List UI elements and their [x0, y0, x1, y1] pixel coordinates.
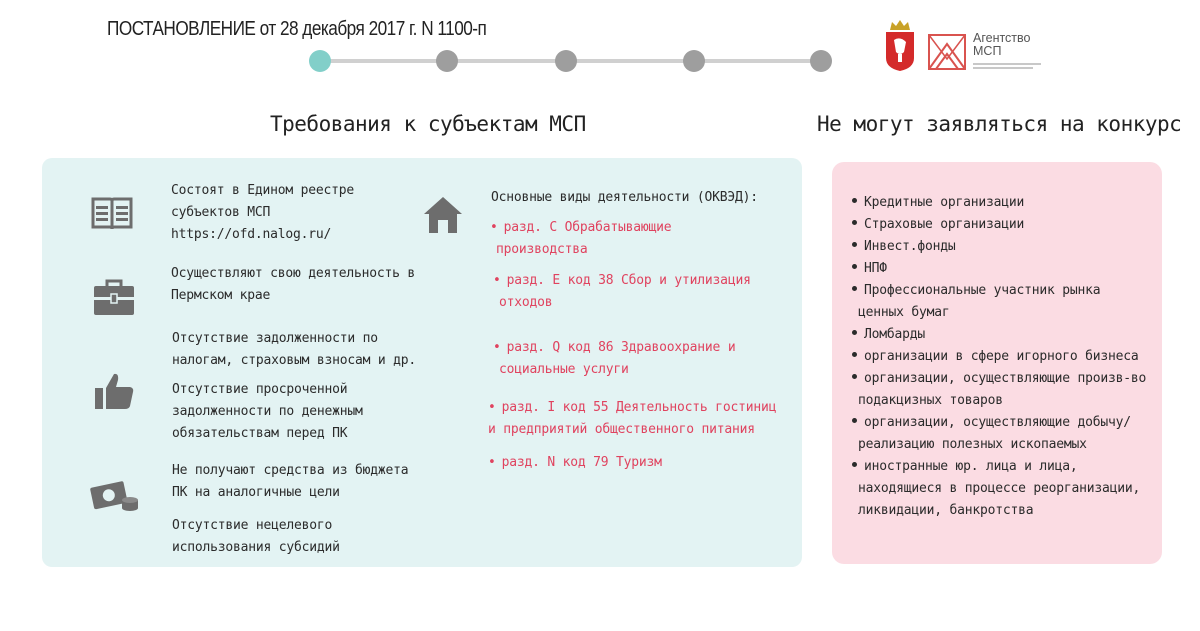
agency-fine-print	[973, 62, 1043, 70]
bullet-icon	[852, 462, 857, 467]
perm-coat-of-arms-logo	[884, 18, 916, 72]
okved-line: социальные услуги	[499, 362, 629, 377]
okved-item	[488, 397, 776, 441]
okved-line: разд. E код 38 Сбор и утилизация	[506, 273, 751, 288]
excluded-item	[852, 324, 1152, 346]
requirements-heading: Требования к субъектам МСП	[270, 112, 586, 136]
agency-name-line1: Агентство	[973, 31, 1031, 45]
bullet-icon	[852, 352, 857, 357]
excluded-line: иностранные юр. лица и лица,	[864, 459, 1078, 474]
requirement-region	[171, 263, 415, 307]
excluded-line: организации в сфере игорного бизнеса	[864, 349, 1139, 364]
bullet-icon: •	[488, 455, 496, 470]
excluded-line: ценных бумаг	[858, 305, 950, 320]
bullet-icon	[852, 330, 857, 335]
bullet-icon: •	[493, 340, 501, 355]
okved-item	[493, 270, 751, 314]
book-icon	[91, 196, 133, 232]
bullet-icon	[852, 198, 857, 203]
timeline-step-5[interactable]	[810, 50, 832, 72]
agency-name	[973, 32, 1031, 58]
okved-line: разд. С Обрабатывающие	[503, 220, 672, 235]
bullet-icon	[852, 220, 857, 225]
excluded-list	[852, 192, 1152, 522]
bullet-icon: •	[490, 220, 498, 235]
okved-line: разд. Q код 86 Здравоохрание и	[506, 340, 736, 355]
requirement-line: Отсутствие задолженности по	[172, 331, 378, 346]
excluded-item	[852, 456, 1152, 522]
bullet-icon	[852, 374, 857, 379]
excluded-line: реализацию полезных ископаемых	[858, 437, 1087, 452]
okved-title: Основные виды деятельности (ОКВЭД):	[491, 190, 758, 205]
okved-line: отходов	[499, 295, 553, 310]
requirement-no-overdue-debt	[172, 379, 363, 445]
requirement-line: ПК на аналогичные цели	[172, 485, 340, 500]
requirement-line: использования субсидий	[172, 540, 340, 555]
bullet-icon	[852, 242, 857, 247]
excluded-item	[852, 346, 1152, 368]
okved-item	[490, 217, 671, 261]
requirement-line: Пермском крае	[171, 288, 271, 303]
excluded-item	[852, 258, 1152, 280]
requirement-subsidy-use	[172, 515, 340, 559]
excluded-item	[852, 280, 1152, 324]
excluded-line: организации, осуществляющие произв-во	[864, 371, 1147, 386]
money-icon	[90, 478, 140, 514]
excluded-line: Страховые организации	[864, 217, 1025, 232]
excluded-item	[852, 214, 1152, 236]
bullet-icon	[852, 264, 857, 269]
excluded-line: организации, осуществляющие добычу/	[864, 415, 1131, 430]
okved-line: и предприятий общественного питания	[488, 422, 755, 437]
bullet-icon	[852, 418, 857, 423]
requirement-line: Отсутствие просроченной	[172, 382, 348, 397]
excluded-heading: Не могут заявляться на конкурс	[817, 112, 1182, 136]
okved-item	[493, 337, 735, 381]
document-title: ПОСТАНОВЛЕНИЕ от 28 декабря 2017 г. N 1100-п	[107, 18, 487, 40]
excluded-line: Кредитные организации	[864, 195, 1025, 210]
excluded-line: подакцизных товаров	[858, 393, 1003, 408]
excluded-line: НПФ	[864, 261, 887, 276]
excluded-item	[852, 412, 1152, 456]
timeline-step-1[interactable]	[309, 50, 331, 72]
agency-name-line2: МСП	[973, 44, 1002, 58]
requirement-line: налогам, страховым взносам и др.	[172, 353, 417, 368]
msp-agency-logo	[928, 34, 966, 70]
requirement-line: задолженности по денежным	[172, 404, 363, 419]
requirement-line: Не получают средства из бюджета	[172, 463, 409, 478]
okved-line: разд. N код 79 Туризм	[501, 455, 662, 470]
timeline-step-4[interactable]	[683, 50, 705, 72]
excluded-line: находящиеся в процессе реорганизации,	[858, 481, 1141, 496]
okved-line: разд. I код 55 Деятельность гостиниц	[501, 400, 777, 415]
excluded-item	[852, 192, 1152, 214]
okved-line: производства	[496, 242, 588, 257]
briefcase-icon	[93, 278, 135, 316]
excluded-item	[852, 368, 1152, 412]
excluded-line: Инвест.фонды	[864, 239, 956, 254]
excluded-line: ликвидации, банкротства	[858, 503, 1034, 518]
requirement-line: Состоят в Едином реестре	[171, 183, 355, 198]
requirement-no-budget-funds	[172, 460, 408, 504]
bullet-icon: •	[488, 400, 496, 415]
timeline-step-2[interactable]	[436, 50, 458, 72]
thumbs-up-icon	[94, 372, 134, 410]
requirement-line: субъектов МСП	[171, 205, 271, 220]
requirement-no-tax-debt	[172, 328, 416, 372]
excluded-item	[852, 236, 1152, 258]
requirement-line: Осуществляют свою деятельность в	[171, 266, 416, 281]
okved-item	[488, 452, 662, 474]
requirement-line: Отсутствие нецелевого	[172, 518, 333, 533]
excluded-line: Профессиональные участник рынка	[864, 283, 1101, 298]
bullet-icon: •	[493, 273, 501, 288]
house-icon	[423, 196, 463, 234]
excluded-line: Ломбарды	[864, 327, 926, 342]
requirement-line: обязательствам перед ПК	[172, 426, 348, 441]
timeline-step-3[interactable]	[555, 50, 577, 72]
registry-link[interactable]: https://ofd.nalog.ru/	[171, 227, 332, 242]
requirement-registry	[171, 180, 354, 246]
bullet-icon	[852, 286, 857, 291]
